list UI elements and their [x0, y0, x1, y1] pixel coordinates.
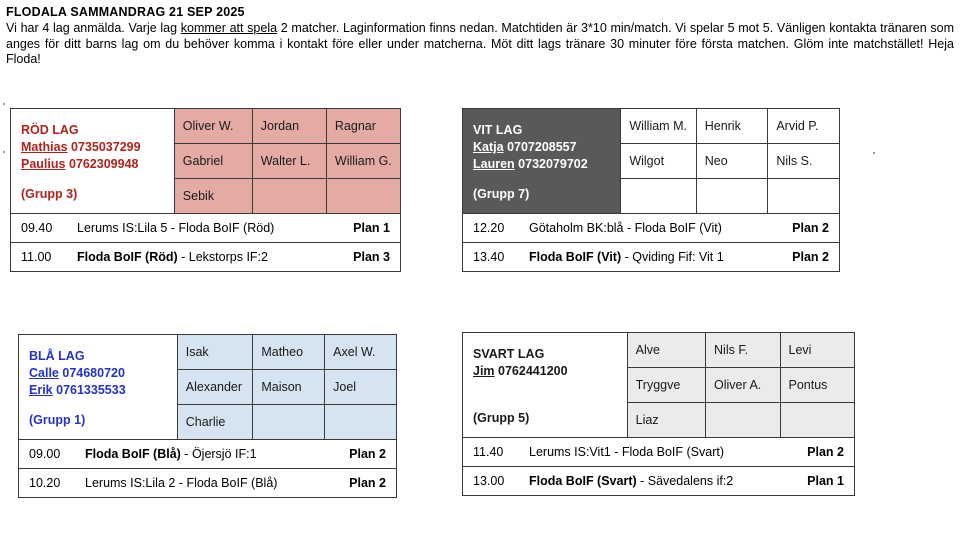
team-info-cell — [463, 109, 621, 214]
player-cell: Oliver A. — [706, 368, 780, 403]
player-cell: Joel — [325, 370, 397, 405]
coach-name: Katja — [473, 140, 504, 154]
team-table — [462, 332, 855, 496]
coach-line — [21, 139, 174, 156]
match-fixture — [523, 445, 797, 459]
match-fixture — [71, 221, 343, 235]
player-cell — [252, 179, 326, 214]
info-spacer — [473, 173, 620, 187]
team-name: VIT LAG — [473, 123, 523, 137]
team-block-bla — [18, 334, 397, 498]
coach-phone: 0707208557 — [507, 140, 577, 154]
player-cell: Gabriel — [174, 144, 252, 179]
player-cell: Maison — [253, 370, 325, 405]
team-name: SVART LAG — [473, 347, 545, 361]
match-fixture — [79, 447, 339, 461]
match-pitch: Plan 2 — [792, 221, 829, 235]
match-cell — [463, 467, 855, 496]
player-cell: Ragnar — [326, 109, 400, 144]
match-pitch: Plan 3 — [353, 250, 390, 264]
intro-text-part1: Vi har 4 lag anmälda. Varje lag — [6, 21, 181, 35]
player-cell: Charlie — [177, 405, 253, 440]
coach-phone: 0735037299 — [71, 140, 141, 154]
match-cell — [11, 214, 401, 243]
player-cell: Alve — [627, 333, 705, 368]
intro-block — [6, 4, 954, 68]
player-cell: William M. — [621, 109, 696, 144]
coach-phone: 0762441200 — [498, 364, 568, 378]
coach-line — [473, 156, 620, 173]
player-cell: Sebik — [174, 179, 252, 214]
match-time: 09.40 — [21, 221, 53, 235]
team-info-cell — [11, 109, 175, 214]
match-separator: - — [177, 250, 189, 264]
match-time: 12.20 — [473, 221, 505, 235]
match-away-team: Sävedalens if:2 — [647, 474, 734, 488]
coach-line — [21, 156, 174, 173]
player-cell — [768, 179, 840, 214]
coach-name: Jim — [473, 364, 495, 378]
team-info-cell — [463, 333, 628, 438]
match-home-team: Lerums IS:Lila 5 — [77, 221, 168, 235]
player-cell: Walter L. — [252, 144, 326, 179]
player-cell — [325, 405, 397, 440]
coach-name: Lauren — [473, 157, 515, 171]
match-time: 11.40 — [473, 445, 504, 459]
team-group: (Grupp 3) — [21, 187, 78, 201]
player-cell: Alexander — [177, 370, 253, 405]
team-table — [462, 108, 840, 272]
match-time: 13.00 — [473, 474, 505, 488]
coach-line — [29, 365, 177, 382]
match-away-team: Floda BoIF (Blå) — [186, 476, 278, 490]
match-row — [19, 469, 397, 498]
match-row — [19, 440, 397, 469]
match-away-team: Qviding Fif: Vit 1 — [632, 250, 724, 264]
match-cell — [19, 440, 397, 469]
player-cell: William G. — [326, 144, 400, 179]
scan-speck — [3, 151, 5, 153]
match-fixture — [79, 476, 339, 490]
player-row — [19, 335, 397, 370]
player-cell — [253, 405, 325, 440]
player-cell: Neo — [696, 144, 768, 179]
match-time: 10.20 — [29, 476, 61, 490]
player-cell — [780, 403, 855, 438]
team-table — [10, 108, 401, 272]
coach-name: Erik — [29, 383, 53, 397]
player-cell: Pontus — [780, 368, 855, 403]
player-cell: Nils F. — [706, 333, 780, 368]
intro-paragraph — [6, 21, 954, 68]
match-pitch: Plan 1 — [807, 474, 844, 488]
coach-phone: 0761335533 — [56, 383, 126, 397]
match-fixture — [523, 221, 782, 235]
coach-line — [473, 363, 627, 380]
coach-phone: 0732079702 — [518, 157, 588, 171]
match-away-team: Floda BoIF (Svart) — [621, 445, 724, 459]
match-separator: - — [621, 250, 633, 264]
match-home-team: Floda BoIF (Röd) — [77, 250, 178, 264]
match-cell — [19, 469, 397, 498]
match-away-team: Floda BoIF (Röd) — [178, 221, 275, 235]
coach-phone: 074680720 — [62, 366, 125, 380]
coach-name: Mathias — [21, 140, 68, 154]
match-away-team: Lekstorps IF:2 — [188, 250, 268, 264]
player-cell: Matheo — [253, 335, 325, 370]
player-row — [463, 333, 855, 368]
player-cell — [696, 179, 768, 214]
team-name: RÖD LAG — [21, 123, 79, 137]
coach-line — [29, 382, 177, 399]
match-row — [11, 214, 401, 243]
match-cell — [11, 243, 401, 272]
match-home-team: Götaholm BK:blå — [529, 221, 624, 235]
info-spacer — [29, 399, 177, 413]
intro-text-part2: 2 matcher. Laginformation finns nedan. Matchtiden är 3*10 min/match. Vi spelar 5 mot 5. Vänligen kontakta tränaren som anges för ditt barns lag om du behöver komma i kontakt före eller under matcherna. Möt ditt lags tränare 30 minuter före första matchen. Glöm inte matchstället! Heja Floda! — [6, 21, 955, 66]
match-separator: - — [623, 221, 635, 235]
match-pitch: Plan 2 — [807, 445, 844, 459]
player-cell: Liaz — [627, 403, 705, 438]
match-fixture — [523, 474, 797, 488]
player-cell: Levi — [780, 333, 855, 368]
match-row — [11, 243, 401, 272]
coach-phone: 0762309948 — [68, 157, 139, 171]
coach-name: Paulius — [21, 157, 66, 171]
team-group: (Grupp 7) — [473, 187, 530, 201]
match-row — [463, 214, 840, 243]
team-name: BLÅ LAG — [29, 349, 85, 363]
match-pitch: Plan 2 — [349, 447, 386, 461]
player-cell — [326, 179, 400, 214]
match-pitch: Plan 1 — [353, 221, 390, 235]
match-time: 09.00 — [29, 447, 61, 461]
match-home-team: Lerums IS:Vit1 — [529, 445, 611, 459]
team-table — [18, 334, 397, 498]
player-row — [463, 109, 840, 144]
coach-name: Calle — [29, 366, 59, 380]
match-pitch: Plan 2 — [792, 250, 829, 264]
info-spacer — [473, 397, 627, 411]
match-fixture — [523, 250, 782, 264]
player-cell — [621, 179, 696, 214]
team-group: (Grupp 5) — [473, 411, 530, 425]
team-group: (Grupp 1) — [29, 413, 86, 427]
match-pitch: Plan 2 — [349, 476, 386, 490]
player-cell: Henrik — [696, 109, 768, 144]
player-cell: Arvid P. — [768, 109, 840, 144]
match-separator: - — [636, 474, 648, 488]
scan-speck — [873, 152, 875, 154]
match-separator: - — [180, 447, 192, 461]
match-home-team: Floda BoIF (Vit) — [529, 250, 622, 264]
match-home-team: Lerums IS:Lila 2 — [85, 476, 176, 490]
player-cell: Wilgot — [621, 144, 696, 179]
team-block-svart — [462, 332, 855, 496]
player-cell: Oliver W. — [174, 109, 252, 144]
player-cell: Isak — [177, 335, 253, 370]
player-cell: Nils S. — [768, 144, 840, 179]
match-separator: - — [167, 221, 179, 235]
team-info-cell — [19, 335, 178, 440]
match-time: 11.00 — [21, 250, 52, 264]
match-separator: - — [610, 445, 622, 459]
match-home-team: Floda BoIF (Svart) — [529, 474, 637, 488]
player-cell — [706, 403, 780, 438]
match-away-team: Floda BoIF (Vit) — [634, 221, 722, 235]
match-away-team: Öjersjö IF:1 — [191, 447, 257, 461]
player-cell: Axel W. — [325, 335, 397, 370]
coach-line — [473, 139, 620, 156]
match-cell — [463, 214, 840, 243]
page-title: FLODALA SAMMANDRAG 21 SEP 2025 — [6, 5, 245, 19]
player-cell: Tryggve — [627, 368, 705, 403]
info-spacer — [21, 173, 174, 187]
match-row — [463, 438, 855, 467]
match-row — [463, 467, 855, 496]
player-cell: Jordan — [252, 109, 326, 144]
team-block-vit — [462, 108, 840, 272]
match-home-team: Floda BoIF (Blå) — [85, 447, 181, 461]
scan-speck — [3, 103, 5, 105]
match-time: 13.40 — [473, 250, 505, 264]
match-cell — [463, 438, 855, 467]
match-fixture — [71, 250, 343, 264]
player-row — [11, 109, 401, 144]
match-cell — [463, 243, 840, 272]
team-block-rod — [10, 108, 401, 272]
match-separator: - — [175, 476, 187, 490]
match-row — [463, 243, 840, 272]
intro-text-underlined: kommer att spela — [180, 21, 278, 35]
